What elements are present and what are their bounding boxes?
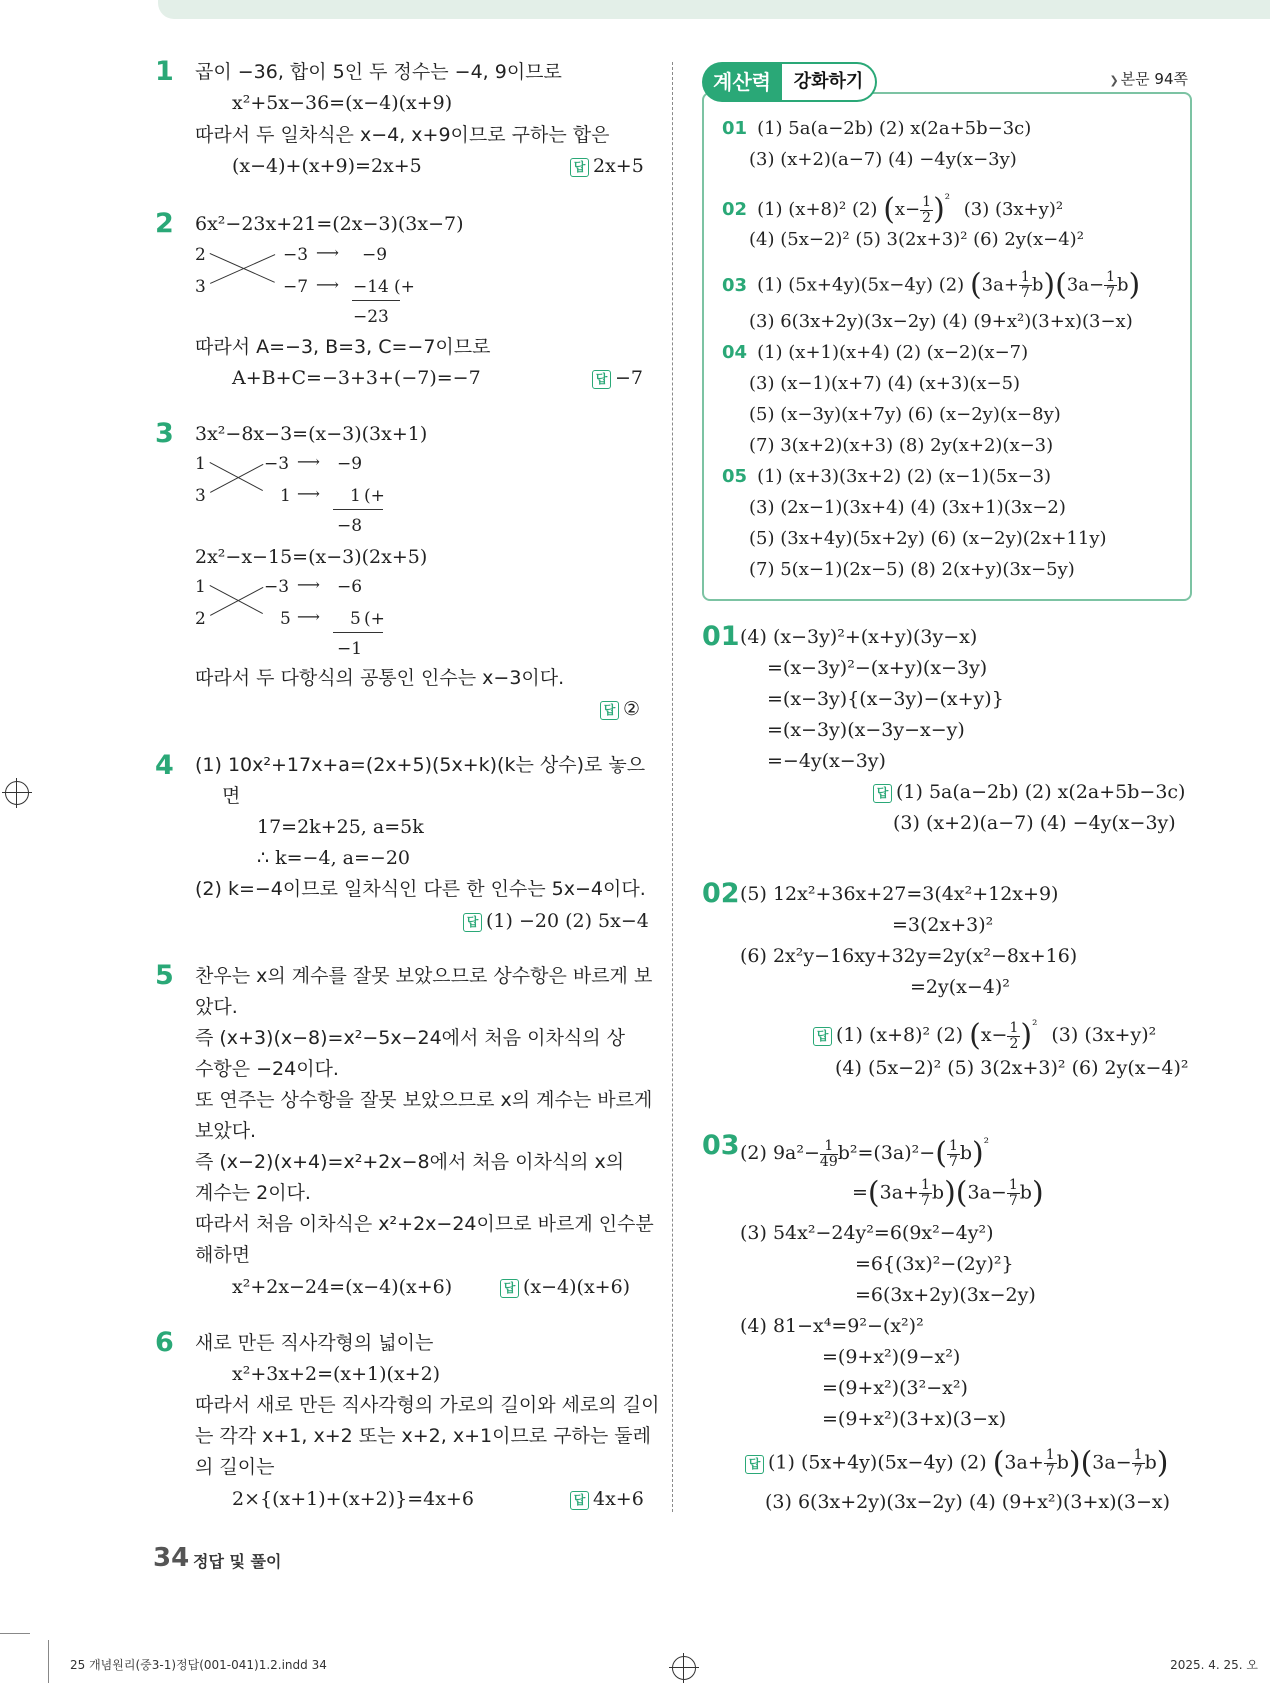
solution-number: 02 (702, 878, 740, 909)
text-line: 찬우는 x의 계수를 잘못 보았으므로 상수항은 바르게 보 (195, 965, 653, 987)
solution-number: 01 (702, 621, 740, 652)
text-line: 또 연주는 상수항을 잘못 보았으므로 x의 계수는 바르게 (195, 1089, 653, 1111)
box-row: 04 (1) (x+1)(x+4) (2) (x−2)(x−7) (722, 342, 1029, 363)
equation: (4) (x−3y)²+(x+y)(3y−x) (740, 626, 978, 648)
problem-number: 1 (155, 56, 174, 87)
box-row: 05 (1) (x+3)(3x+2) (2) (x−1)(5x−3) (722, 466, 1052, 487)
answer: 답 4x+6 (570, 1487, 644, 1511)
text-line: 곱이 −36, 합이 5인 두 정수는 −4, 9이므로 (195, 61, 562, 83)
text-line: 따라서 처음 이차식은 x²+2x−24이므로 바르게 인수분 (195, 1213, 654, 1235)
equation: =(x−3y){(x−3y)−(x+y)} (767, 688, 1004, 710)
answer-badge-icon: 답 (463, 913, 482, 932)
text-line: (2) k=−4이므로 일차식인 다른 한 인수는 5x−4이다. (195, 878, 646, 900)
box-row: 03 (1) (5x+4y)(5x−4y) (2) (3a+ $\frac{1}{7}$ b)(3a− $\frac{1}{7}$ b) (722, 267, 1141, 303)
problem-number: 6 (155, 1327, 174, 1358)
answer: 답 (1) (5x+4y)(5x−4y) (2) (3a+ $\frac{1}{7}$ b)(3a− $\frac{1}{7}$ b) (745, 1448, 1168, 1479)
box-row: (7) 3(x+2)(x+3) (8) 2y(x+2)(x−3) (749, 435, 1054, 456)
equation: =(9+x²)(3²−x²) (822, 1377, 968, 1399)
answer-badge-icon: 답 (745, 1455, 764, 1474)
answer: (4) (5x−2)² (5) 3(2x+3)² (6) 2y(x−4)² (835, 1057, 1189, 1079)
equation: x²+5x−36=(x−4)(x+9) (232, 92, 453, 114)
equation: x²+3x+2=(x+1)(x+2) (232, 1363, 441, 1385)
equation: 3x²−8x−3=(x−3)(3x+1) (195, 423, 428, 445)
answer: 답 (1) 5a(a−2b) (2) x(2a+5b−3c) (873, 780, 1185, 804)
text-line: 새로 만든 직사각형의 넓이는 (195, 1332, 434, 1354)
box-row: 01 (1) 5a(a−2b) (2) x(2a+5b−3c) (722, 118, 1032, 139)
answer-badge-icon: 답 (500, 1279, 519, 1298)
box-row: (4) (5x−2)² (5) 3(2x+3)² (6) 2y(x−4)² (749, 229, 1084, 250)
equation: =2y(x−4)² (910, 976, 1010, 998)
answer-badge-icon: 답 (600, 701, 619, 720)
registration-mark-icon (5, 781, 29, 805)
text-line: 면 (222, 785, 241, 807)
equation: =3(2x+3)² (892, 914, 994, 936)
equation: =(3a+ $\frac{1}{7}$ b)(3a− $\frac{1}{7}$ b) (852, 1175, 1044, 1211)
top-band (158, 0, 1270, 19)
divider (48, 1640, 49, 1683)
equation: (6) 2x²y−16xy+32y=2y(x²−8x+16) (740, 945, 1078, 967)
box-row: (7) 5(x−1)(2x−5) (8) 2(x+y)(3x−5y) (749, 559, 1075, 580)
equation: =(x−3y)²−(x+y)(x−3y) (767, 657, 988, 679)
equation: 2×{(x+1)+(x+2)}=4x+6 (232, 1488, 474, 1510)
text-line: 보았다. (195, 1120, 257, 1142)
equation: =−4y(x−3y) (767, 750, 886, 772)
box-tab-subtitle: 강화하기 (782, 62, 877, 102)
answer-badge-icon: 답 (873, 784, 892, 803)
answer: (3) 6(3x+2y)(3x−2y) (4) (9+x²)(3+x)(3−x) (765, 1491, 1171, 1513)
box-row: (3) (x+2)(a−7) (4) −4y(x−3y) (749, 149, 1017, 170)
box-row: (3) (x−1)(x+7) (4) (x+3)(x−5) (749, 373, 1021, 394)
text-line: 즉 (x+3)(x−8)=x²−5x−24에서 처음 이차식의 상 (195, 1027, 625, 1049)
text-line: 았다. (195, 996, 238, 1018)
file-slug: 25 개념원리(중3-1)정답(001-041)1.2.indd 34 (70, 1658, 327, 1672)
answer-badge-icon: 답 (592, 370, 611, 389)
equation: =6(3x+2y)(3x−2y) (855, 1284, 1036, 1306)
chevron-right-icon: ❯ (1109, 74, 1119, 87)
answer: 답 (1) −20 (2) 5x−4 (463, 909, 649, 933)
equation: =(9+x²)(9−x²) (822, 1346, 961, 1368)
answer-badge-icon: 답 (570, 158, 589, 177)
answer-badge-icon: 답 (813, 1027, 832, 1046)
text-line: 따라서 새로 만든 직사각형의 가로의 길이와 세로의 길이 (195, 1394, 660, 1416)
divider (0, 1633, 30, 1634)
box-row: (3) 6(3x+2y)(3x−2y) (4) (9+x²)(3+x)(3−x) (749, 311, 1133, 332)
page-reference: ❯ 본문 94쪽 (1109, 70, 1188, 88)
equation: =(x−3y)(x−3y−x−y) (767, 719, 965, 741)
text-line: 따라서 A=−3, B=3, C=−7이므로 (195, 336, 491, 358)
equation: (2) 9a²− $\frac{1}{49}$ b²=(3a)²−( $\frac{1}{7}$ b)$^{^2}$ (740, 1136, 989, 1171)
box-row: (5) (x−3y)(x+7y) (6) (x−2y)(x−8y) (749, 404, 1061, 425)
answer: 답 ② (600, 697, 640, 721)
equation: (4) 81−x⁴=9²−(x²)² (740, 1315, 924, 1337)
equation: (3) 54x²−24y²=6(9x²−4y²) (740, 1222, 994, 1244)
equation: x²+2x−24=(x−4)(x+6) (232, 1276, 453, 1298)
problem-number: 3 (155, 418, 174, 449)
equation: 2x²−x−15=(x−3)(2x+5) (195, 546, 428, 568)
solution-number: 03 (702, 1130, 740, 1161)
equation: ∴ k=−4, a=−20 (257, 847, 410, 869)
equation: =(9+x²)(3+x)(3−x) (822, 1408, 1007, 1430)
text-line: 따라서 두 일차식은 x−4, x+9이므로 구하는 합은 (195, 124, 610, 146)
problem-number: 2 (155, 208, 174, 239)
answer: 답 2x+5 (570, 154, 644, 178)
answer: (3) (x+2)(a−7) (4) −4y(x−3y) (893, 812, 1176, 834)
text-line: 계수는 2이다. (195, 1182, 311, 1204)
equation: 17=2k+25, a=5k (257, 816, 424, 838)
equation: (5) 12x²+36x+27=3(4x²+12x+9) (740, 883, 1059, 905)
column-divider (672, 62, 673, 1512)
box-row: 02 (1) (x+8)² (2) (x− $\frac{1}{2}$ )$^{^2}$ (3) (3x+y)² (722, 192, 1064, 227)
equation: 6x²−23x+21=(2x−3)(3x−7) (195, 213, 464, 235)
answer-badge-icon: 답 (570, 1491, 589, 1510)
page-number: 34 (153, 1543, 190, 1573)
problem-number: 5 (155, 960, 174, 991)
text-line: 즉 (x−2)(x+4)=x²+2x−8에서 처음 이차식의 x의 (195, 1151, 625, 1173)
problem-number: 4 (155, 750, 174, 781)
text-line: (1) 10x²+17x+a=(2x+5)(5x+k)(k는 상수)로 놓으 (195, 754, 646, 776)
text-line: 의 길이는 (195, 1456, 275, 1478)
text-line: 수항은 −24이다. (195, 1058, 339, 1080)
text-line: 는 각각 x+1, x+2 또는 x+2, x+1이므로 구하는 둘레 (195, 1425, 652, 1447)
equation: =6{(3x)²−(2y)²} (855, 1253, 1014, 1275)
registration-mark-icon (672, 1656, 696, 1680)
answer: 답 (x−4)(x+6) (500, 1275, 630, 1299)
answer: 답 (1) (x+8)² (2) (x− $\frac{1}{2}$ )$^{^2}$ (3) (3x+y)² (813, 1014, 1156, 1052)
box-row: (3) (2x−1)(3x+4) (4) (3x+1)(3x−2) (749, 497, 1066, 518)
equation: A+B+C=−3+3+(−7)=−7 (232, 367, 481, 389)
box-row: (5) (3x+4y)(5x+2y) (6) (x−2y)(2x+11y) (749, 528, 1107, 549)
text-line: 해하면 (195, 1244, 251, 1266)
text-line: 따라서 두 다항식의 공통인 인수는 x−3이다. (195, 667, 565, 689)
equation: (x−4)+(x+9)=2x+5 (232, 155, 422, 177)
answer: 답 −7 (592, 366, 643, 390)
print-date: 2025. 4. 25. 오 (1170, 1658, 1258, 1672)
box-tab-title: 계산력 (702, 62, 782, 102)
page-label: 정답 및 풀이 (193, 1552, 282, 1571)
